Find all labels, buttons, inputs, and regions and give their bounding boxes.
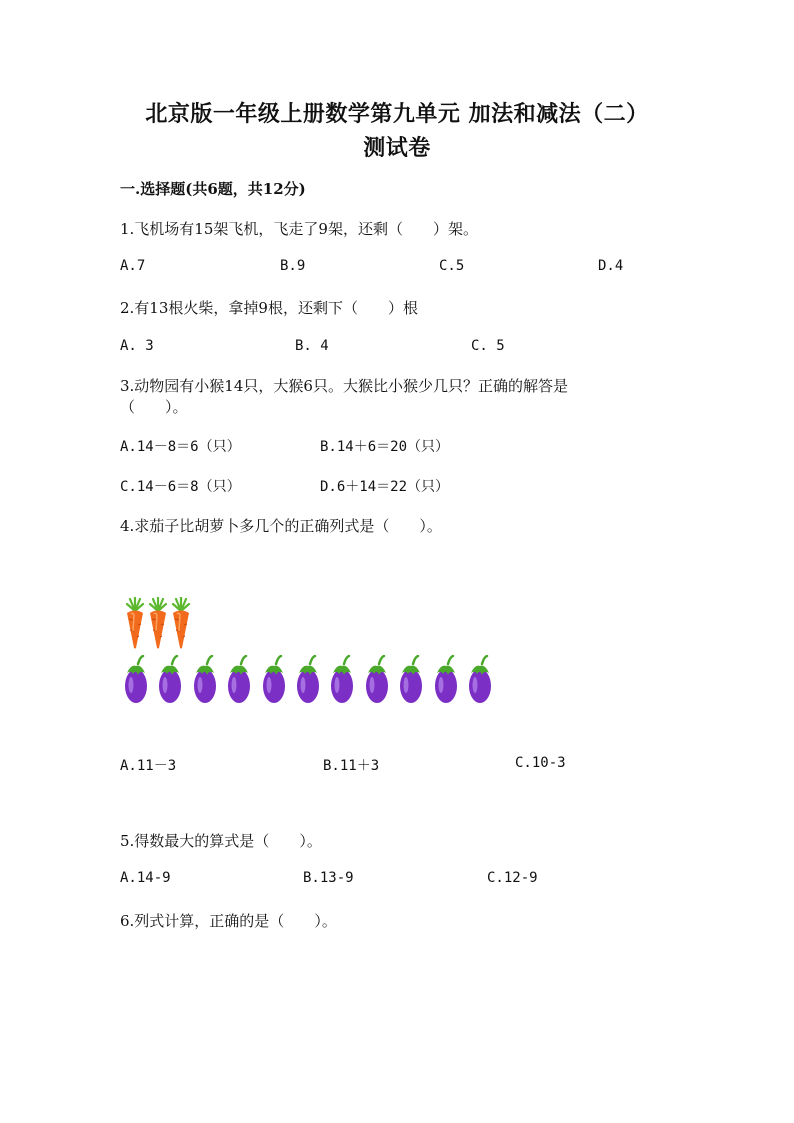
- carrot-icon: [124, 597, 146, 653]
- question-4: 4.求茄子比胡萝卜多几个的正确列式是（ ）。: [120, 517, 442, 535]
- q3-option-a: A.14－8＝6（只）: [120, 439, 241, 455]
- question-2: 2.有13根火柴，拿掉9根，还剩下（ ）根: [120, 299, 418, 317]
- q4-option-b: B.11＋3: [323, 758, 380, 774]
- eggplant-icon: [261, 655, 287, 709]
- q5-option-a: A.14-9: [120, 870, 171, 886]
- q1-option-c: C.5: [439, 258, 465, 274]
- eggplant-icon: [329, 655, 355, 709]
- eggplant-icon: [295, 655, 321, 709]
- carrot-icon: [147, 597, 169, 653]
- question-3-line-1: 3.动物园有小猴14只，大猴6只。大猴比小猴少几只？正确的解答是: [120, 377, 568, 395]
- eggplant-icon: [226, 655, 252, 709]
- q3-option-d: D.6＋14＝22（只）: [320, 479, 450, 495]
- title-line-2: 测试卷: [363, 135, 431, 161]
- question-3-line-2: （ ）。: [120, 398, 188, 416]
- q2-option-c: C. 5: [471, 338, 505, 354]
- q5-option-c: C.12-9: [487, 870, 538, 886]
- q4-option-c: C.10-3: [515, 755, 566, 771]
- q2-option-b: B. 4: [295, 338, 329, 354]
- question-1: 1.飞机场有15架飞机，飞走了9架，还剩（ ）架。: [120, 220, 478, 238]
- eggplant-icon: [398, 655, 424, 709]
- eggplant-icon: [364, 655, 390, 709]
- q2-option-a: A. 3: [120, 338, 154, 354]
- q3-option-b: B.14＋6＝20（只）: [320, 439, 450, 455]
- carrot-icon: [170, 597, 192, 653]
- q3-option-c: C.14－6＝8（只）: [120, 479, 241, 495]
- eggplant-icon: [192, 655, 218, 709]
- title-line-1: 北京版一年级上册数学第九单元 加法和减法（二）: [145, 101, 649, 127]
- q1-option-b: B.9: [280, 258, 306, 274]
- q4-option-a: A.11－3: [120, 758, 177, 774]
- eggplant-icon: [467, 655, 493, 709]
- q1-option-d: D.4: [598, 258, 624, 274]
- eggplant-icon: [157, 655, 183, 709]
- section-heading: 一.选择题(共6题，共12分): [120, 180, 306, 198]
- q5-option-b: B.13-9: [303, 870, 354, 886]
- q1-option-a: A.7: [120, 258, 146, 274]
- question-6: 6.列式计算，正确的是（ ）。: [120, 912, 337, 930]
- eggplant-icon: [123, 655, 149, 709]
- eggplant-icon: [433, 655, 459, 709]
- question-5: 5.得数最大的算式是（ ）。: [120, 832, 322, 850]
